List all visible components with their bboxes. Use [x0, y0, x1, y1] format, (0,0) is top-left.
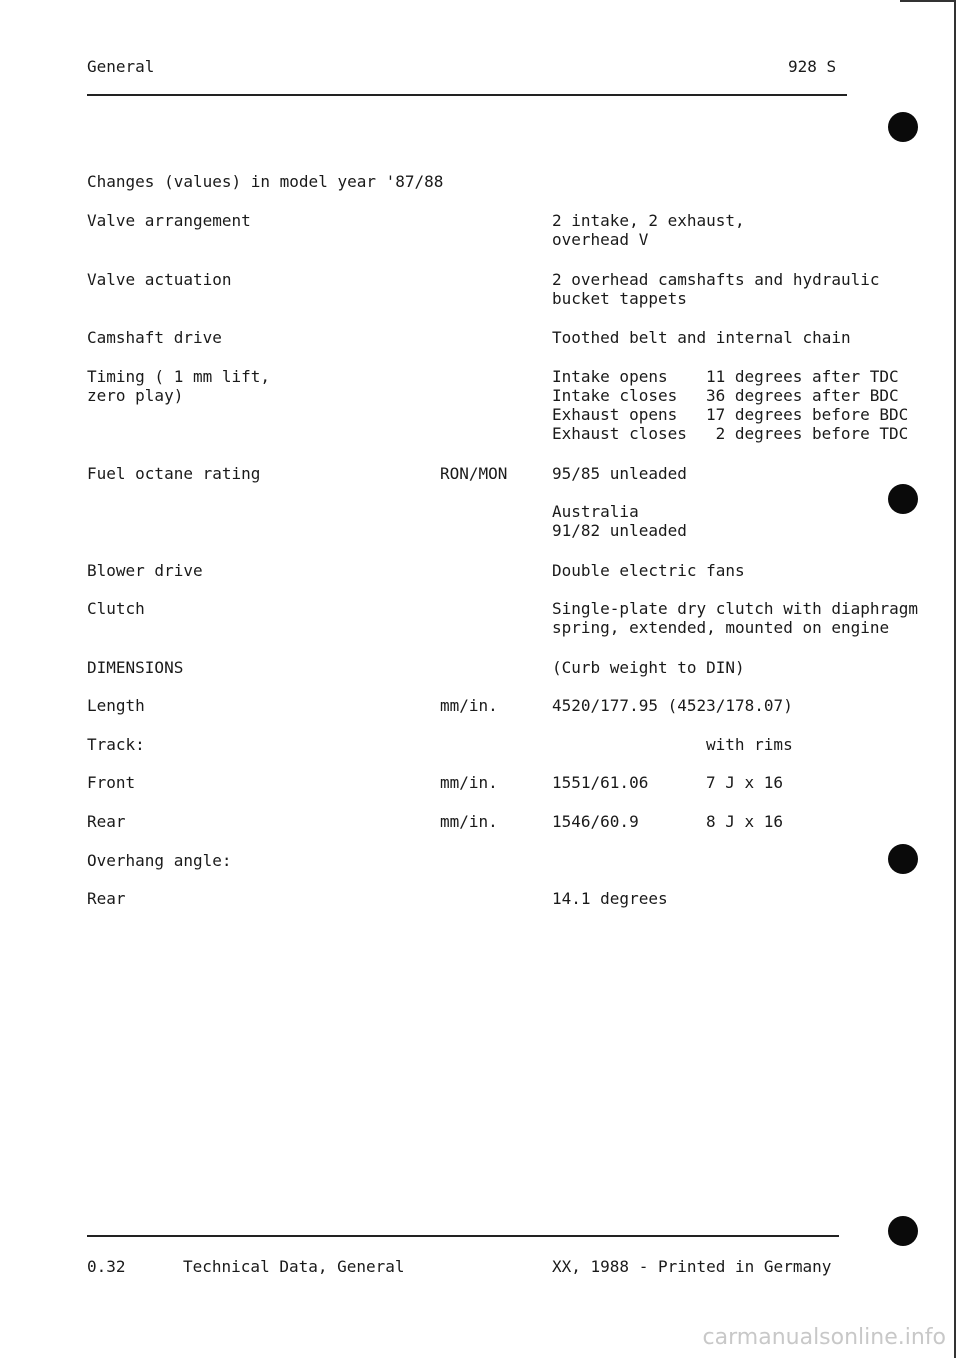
timing-event: Intake opens: [552, 367, 668, 386]
timing-spec: 2 degrees before TDC: [706, 424, 909, 443]
footer-rule: [87, 1235, 839, 1237]
spec-value: Double electric fans: [552, 561, 745, 580]
spec-unit: RON/MON: [440, 464, 508, 483]
punch-hole-dot: [888, 844, 918, 874]
spec-label: Timing ( 1 mm lift,: [87, 367, 271, 386]
scan-edge: [954, 0, 956, 1358]
dimensions-heading: DIMENSIONS: [87, 658, 184, 677]
spec-value: (Curb weight to DIN): [552, 658, 745, 677]
timing-spec: 17 degrees before BDC: [706, 405, 909, 424]
spec-label: Front: [87, 773, 136, 792]
spec-label: Valve actuation: [87, 270, 232, 289]
spec-unit: mm/in.: [440, 696, 498, 715]
timing-event: Exhaust opens: [552, 405, 678, 424]
spec-unit: mm/in.: [440, 773, 498, 792]
punch-hole-dot: [888, 112, 918, 142]
timing-spec: 36 degrees after BDC: [706, 386, 899, 405]
rims-header: with rims: [706, 735, 793, 754]
spec-value: 14.1 degrees: [552, 889, 668, 908]
footer-date: XX, 1988 - Printed in Germany: [552, 1257, 832, 1276]
spec-label: Rear: [87, 812, 126, 831]
spec-label: Valve arrangement: [87, 211, 251, 230]
spec-label: Camshaft drive: [87, 328, 222, 347]
section-title: Changes (values) in model year '87/88: [87, 172, 444, 191]
spec-value: Single-plate dry clutch with diaphragm: [552, 599, 919, 618]
spec-value: Australia: [552, 502, 639, 521]
spec-label: Clutch: [87, 599, 145, 618]
rim-size: 8 J x 16: [706, 812, 784, 831]
spec-value: 1546/60.9: [552, 812, 639, 831]
header-model: 928 S: [788, 57, 837, 76]
spec-label: Rear: [87, 889, 126, 908]
spec-label: Track:: [87, 735, 145, 754]
spec-value: 95/85 unleaded: [552, 464, 687, 483]
spec-value: spring, extended, mounted on engine: [552, 618, 890, 637]
spec-value: 2 intake, 2 exhaust,: [552, 211, 745, 230]
timing-event: Intake closes: [552, 386, 678, 405]
header-section: General: [87, 57, 155, 76]
spec-label: Fuel octane rating: [87, 464, 261, 483]
spec-value: bucket tappets: [552, 289, 687, 308]
spec-label: zero play): [87, 386, 184, 405]
spec-label: Length: [87, 696, 145, 715]
rim-size: 7 J x 16: [706, 773, 784, 792]
footer-title: Technical Data, General: [183, 1257, 405, 1276]
header-rule: [87, 94, 847, 96]
spec-value: Toothed belt and internal chain: [552, 328, 851, 347]
footer-page-number: 0.32: [87, 1257, 126, 1276]
timing-event: Exhaust closes: [552, 424, 687, 443]
spec-value: 1551/61.06: [552, 773, 649, 792]
timing-spec: 11 degrees after TDC: [706, 367, 899, 386]
spec-value: 4520/177.95 (4523/178.07): [552, 696, 793, 715]
spec-label: Blower drive: [87, 561, 203, 580]
watermark-text: carmanualsonline.info: [702, 1325, 946, 1350]
spec-unit: mm/in.: [440, 812, 498, 831]
scan-edge: [900, 0, 956, 2]
spec-value: 2 overhead camshafts and hydraulic: [552, 270, 880, 289]
punch-hole-dot: [888, 1216, 918, 1246]
spec-label: Overhang angle:: [87, 851, 232, 870]
spec-value: 91/82 unleaded: [552, 521, 687, 540]
spec-value: overhead V: [552, 230, 649, 249]
punch-hole-dot: [888, 484, 918, 514]
